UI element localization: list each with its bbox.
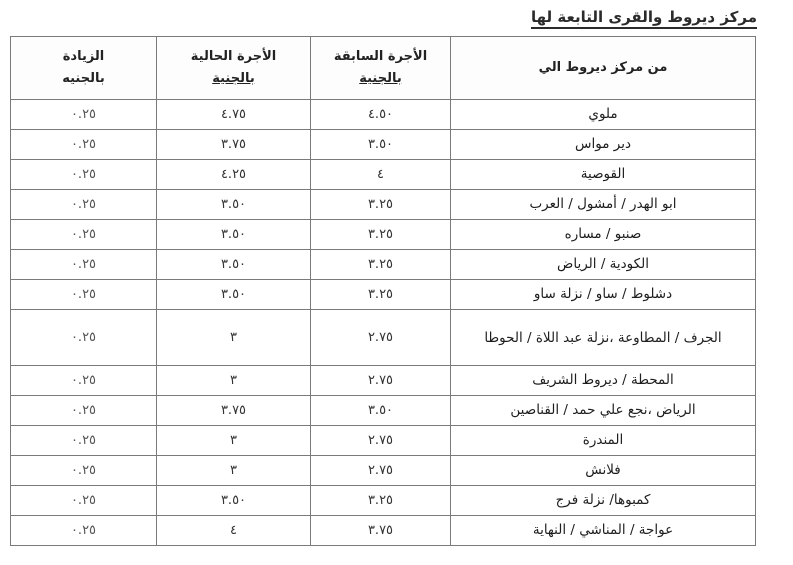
cell-increase: ٠.٢٥ <box>11 280 157 310</box>
cell-route: الرياض ،نجع علي حمد / القناصين <box>451 396 756 426</box>
cell-route: المندرة <box>451 426 756 456</box>
cell-route: دير مواس <box>451 130 756 160</box>
cell-current-fare: ٤.٧٥ <box>157 100 311 130</box>
header-increase: الزيادة بالجنيه <box>11 37 157 100</box>
cell-current-fare: ٣.٥٠ <box>157 220 311 250</box>
cell-current-fare: ٣ <box>157 456 311 486</box>
cell-current-fare: ٣.٥٠ <box>157 190 311 220</box>
cell-route: عواجة / المناشي / النهاية <box>451 516 756 546</box>
table-row <box>11 100 756 130</box>
cell-previous-fare: ٤.٥٠ <box>311 100 451 130</box>
table-row <box>11 190 756 220</box>
table-row <box>11 486 756 516</box>
table-row <box>11 130 756 160</box>
cell-increase: ٠.٢٥ <box>11 250 157 280</box>
cell-previous-fare: ٢.٧٥ <box>311 456 451 486</box>
cell-increase: ٠.٢٥ <box>11 100 157 130</box>
header-route: من مركز ديروط الي <box>451 37 756 100</box>
cell-route: ابو الهدر / أمشول / العرب <box>451 190 756 220</box>
cell-route: الجرف / المطاوعة ،نزلة عبد اللاة / الحوطا <box>451 310 756 366</box>
cell-route: المحطة / ديروط الشريف <box>451 366 756 396</box>
table-row <box>11 310 756 366</box>
cell-route: القوصية <box>451 160 756 190</box>
cell-increase: ٠.٢٥ <box>11 160 157 190</box>
cell-increase: ٠.٢٥ <box>11 516 157 546</box>
page-title: مركز ديروط والقرى التابعة لها <box>531 8 757 29</box>
cell-previous-fare: ٢.٧٥ <box>311 366 451 396</box>
cell-previous-fare: ٢.٧٥ <box>311 426 451 456</box>
cell-route: صنبو / مساره <box>451 220 756 250</box>
cell-previous-fare: ٣.٥٠ <box>311 396 451 426</box>
cell-previous-fare: ٣.٢٥ <box>311 280 451 310</box>
cell-increase: ٠.٢٥ <box>11 310 157 366</box>
cell-previous-fare: ٣.٢٥ <box>311 486 451 516</box>
cell-previous-fare: ٣.٢٥ <box>311 220 451 250</box>
header-current-fare: الأجرة الحالية بالجنية <box>157 37 311 100</box>
cell-current-fare: ٤ <box>157 516 311 546</box>
cell-previous-fare: ٤ <box>311 160 451 190</box>
cell-route: الكودية / الرياض <box>451 250 756 280</box>
cell-increase: ٠.٢٥ <box>11 130 157 160</box>
cell-increase: ٠.٢٥ <box>11 396 157 426</box>
table-header-row <box>11 37 756 100</box>
cell-increase: ٠.٢٥ <box>11 426 157 456</box>
cell-previous-fare: ٢.٧٥ <box>311 310 451 366</box>
cell-route: فلانش <box>451 456 756 486</box>
header-previous-fare: الأجرة السابقة بالجنية <box>311 37 451 100</box>
cell-current-fare: ٣.٥٠ <box>157 486 311 516</box>
table-row <box>11 516 756 546</box>
table-row <box>11 366 756 396</box>
cell-current-fare: ٣ <box>157 426 311 456</box>
cell-previous-fare: ٣.٢٥ <box>311 190 451 220</box>
cell-current-fare: ٣ <box>157 310 311 366</box>
table-row <box>11 396 756 426</box>
table-row <box>11 220 756 250</box>
table-row <box>11 456 756 486</box>
fare-table <box>10 36 756 546</box>
table-row <box>11 250 756 280</box>
table-row <box>11 426 756 456</box>
cell-increase: ٠.٢٥ <box>11 190 157 220</box>
cell-current-fare: ٤.٢٥ <box>157 160 311 190</box>
cell-increase: ٠.٢٥ <box>11 486 157 516</box>
cell-route: كمبوها/ نزلة فرج <box>451 486 756 516</box>
cell-route: ملوي <box>451 100 756 130</box>
cell-previous-fare: ٣.٢٥ <box>311 250 451 280</box>
cell-current-fare: ٣ <box>157 366 311 396</box>
cell-current-fare: ٣.٥٠ <box>157 280 311 310</box>
cell-increase: ٠.٢٥ <box>11 220 157 250</box>
cell-route: دشلوط / ساو / نزلة ساو <box>451 280 756 310</box>
cell-current-fare: ٣.٧٥ <box>157 396 311 426</box>
table-row <box>11 160 756 190</box>
cell-previous-fare: ٣.٧٥ <box>311 516 451 546</box>
cell-current-fare: ٣.٧٥ <box>157 130 311 160</box>
cell-current-fare: ٣.٥٠ <box>157 250 311 280</box>
table-row <box>11 280 756 310</box>
cell-increase: ٠.٢٥ <box>11 456 157 486</box>
cell-previous-fare: ٣.٥٠ <box>311 130 451 160</box>
cell-increase: ٠.٢٥ <box>11 366 157 396</box>
